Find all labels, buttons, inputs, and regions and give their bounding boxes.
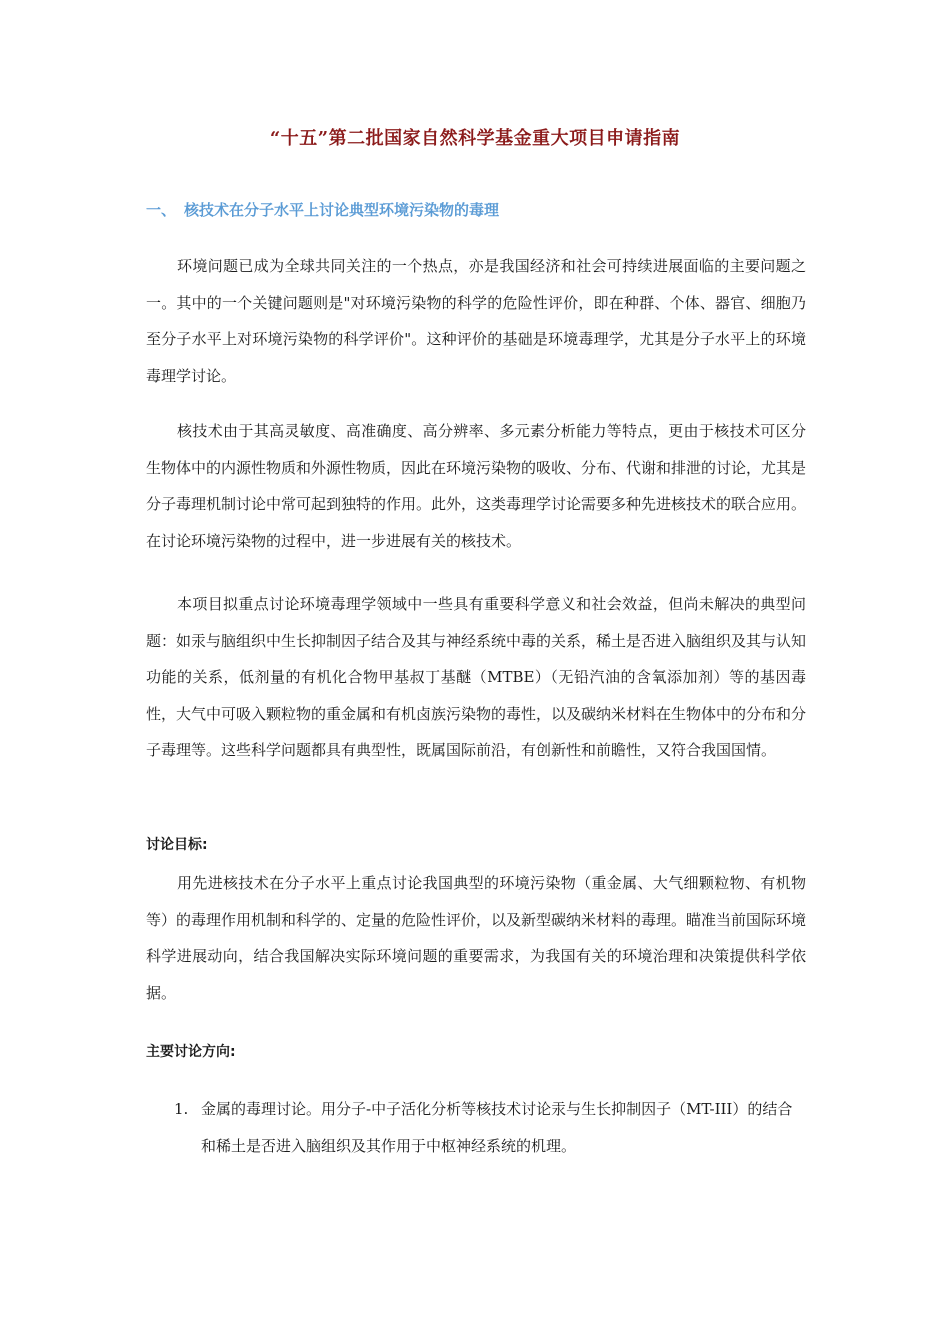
section-heading (146, 199, 499, 220)
paragraph-project-scope: 本项目拟重点讨论环境毒理学领域中一些具有重要科学意义和社会效益，但尚未解决的典型问题：如汞与脑组织中生长抑制因子结合及其与神经系统中毒的关系，稀土是否进入脑组织及其与认知功能的关系，低剂量的有机化合物甲基叔丁基醚（MTBE）（无铅汽油的含氧添加剂）等的基因毒性，大气中可吸入颗粒物的重金属和有机卤族污染物的毒性，以及碳纳米材料在生物体中的分布和分子毒理等。这些科学问题都具有典型性，既属国际前沿，有创新性和前瞻性，又符合我国国情。 (146, 595, 807, 759)
list-item-number: 1. (174, 1100, 189, 1118)
directions-label: 主要讨论方向: (146, 1044, 236, 1060)
list-item (146, 1091, 806, 1164)
list-item-text: 金属的毒理讨论。用分子-中子活化分析等核技术讨论汞与生长抑制因子（MT-III）的结合和稀土是否进入脑组织及其作用于中枢神经系统的机理。 (201, 1100, 793, 1155)
section-heading-text: 核技术在分子水平上讨论典型环境污染物的毒理 (184, 201, 500, 219)
section-number: 一、 (146, 201, 177, 219)
directions-list (146, 1091, 806, 1164)
document-title: “十五”第二批国家自然科学基金重大项目申请指南 (269, 128, 681, 149)
paragraph-nuclear-tech: 核技术由于其高灵敏度、高准确度、高分辨率、多元素分析能力等特点，更由于核技术可区分生物体中的内源性物质和外源性物质，因此在环境污染物的吸收、分布、代谢和排泄的讨论，尤其是分子毒理机制讨论中常可起到独特的作用。此外，这类毒理学讨论需要多种先进核技术的联合应用。在讨论环境污染物的过程中，进一步进展有关的核技术。 (146, 422, 807, 550)
paragraph-intro: 环境问题已成为全球共同关注的一个热点，亦是我国经济和社会可持续进展面临的主要问题之一。其中的一个关键问题则是"对环境污染物的科学的危险性评价，即在种群、个体、器官、细胞乃至分子水平上对环境污染物的科学评价"。这种评价的基础是环境毒理学，尤其是分子水平上的环境毒理学讨论。 (146, 257, 806, 385)
goal-label: 讨论目标: (146, 837, 208, 853)
goal-text: 用先进核技术在分子水平上重点讨论我国典型的环境污染物（重金属、大气细颗粒物、有机物等）的毒理作用机制和科学的、定量的危险性评价，以及新型碳纳米材料的毒理。瞄准当前国际环境科学进展动向，结合我国解决实际环境问题的重要需求，为我国有关的环境治理和决策提供科学依据。 (146, 874, 807, 1002)
